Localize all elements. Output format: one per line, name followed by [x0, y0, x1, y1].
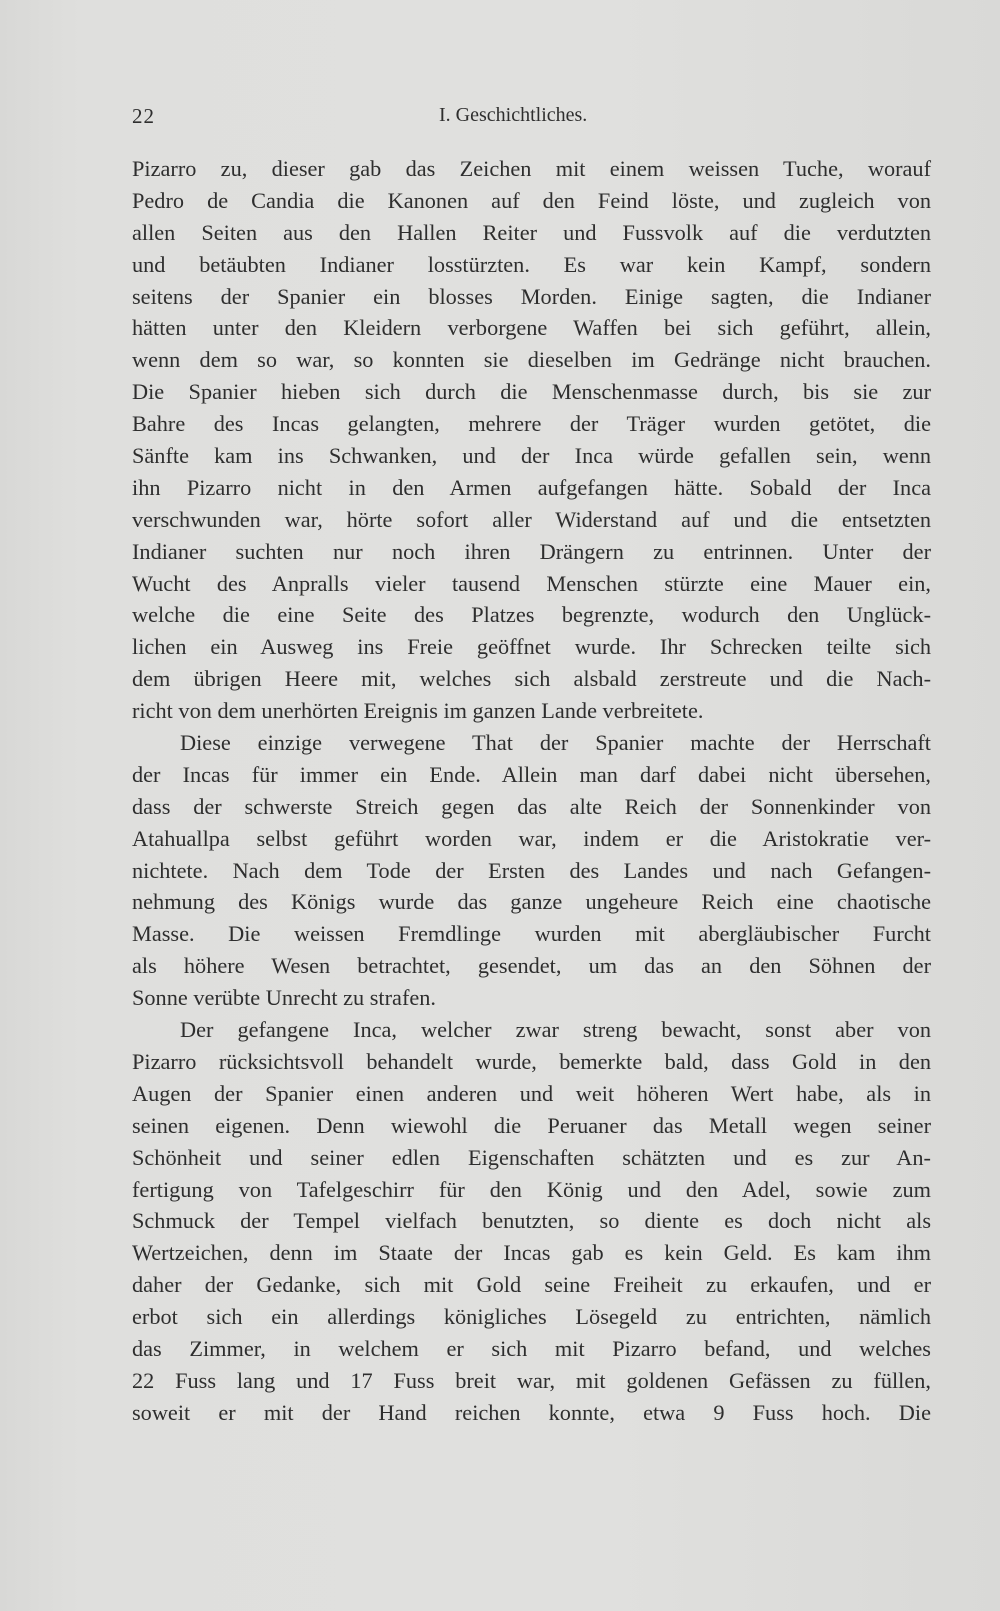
page-number: 22	[132, 104, 155, 128]
text-line: welche die eine Seite des Platzes begrenzte, wodurch den Unglück-	[132, 602, 931, 628]
text-line: Diese einzige verwegene That der Spanier machte der Herrschaft	[180, 730, 931, 756]
text-line: daher der Gedanke, sich mit Gold seine Freiheit zu erkaufen, und er	[132, 1272, 931, 1298]
text-line: Pedro de Candia die Kanonen auf den Feind löste, und zugleich von	[132, 187, 931, 213]
text-line: dem übrigen Heere mit, welches sich alsbald zerstreute und die Nach-	[132, 666, 931, 692]
text-line: Sonne verübte Unrecht zu strafen.	[132, 985, 436, 1011]
text-line: verschwunden war, hörte sofort aller Widerstand auf und die entsetzten	[132, 506, 931, 532]
text-line: Bahre des Incas gelangten, mehrere der Träger wurden getötet, die	[132, 411, 931, 437]
text-line: Pizarro zu, dieser gab das Zeichen mit einem weissen Tuche, worauf	[132, 156, 931, 181]
text-line: seinen eigenen. Denn wiewohl die Peruaner das Metall wegen seiner	[132, 1112, 931, 1138]
text-line: Pizarro rücksichtsvoll behandelt wurde, bemerkte bald, dass Gold in den	[132, 1048, 931, 1074]
text-line: soweit er mit der Hand reichen konnte, etwa 9 Fuss hoch. Die	[132, 1399, 931, 1425]
text-line: Indianer suchten nur noch ihren Drängern zu entrinnen. Unter der	[132, 538, 931, 564]
text-line: wenn dem so war, so konnten sie dieselben im Gedränge nicht brauchen.	[132, 347, 931, 373]
paragraph	[132, 153, 931, 727]
text-line: der Incas für immer ein Ende. Allein man darf dabei nicht übersehen,	[132, 761, 931, 787]
text-line: lichen ein Ausweg ins Freie geöffnet wurde. Ihr Schrecken teilte sich	[132, 634, 931, 660]
text-line: Augen der Spanier einen anderen und weit höheren Wert habe, als in	[132, 1080, 931, 1106]
text-line: und betäubten Indianer losstürzten. Es war kein Kampf, sondern	[132, 251, 931, 277]
paragraph	[132, 727, 931, 1014]
text-line: Schmuck der Tempel vielfach benutzten, so diente es doch nicht als	[132, 1208, 931, 1234]
text-line: dass der schwerste Streich gegen das alte Reich der Sonnenkinder von	[132, 793, 931, 819]
text-line: erbot sich ein allerdings königliches Lösegeld zu entrichten, nämlich	[132, 1304, 931, 1330]
text-line: hätten unter den Kleidern verborgene Waffen bei sich geführt, allein,	[132, 315, 931, 341]
text-line: Masse. Die weissen Fremdlinge wurden mit abergläubischer Furcht	[132, 921, 931, 947]
body-text	[132, 153, 931, 1429]
text-line: Die Spanier hieben sich durch die Menschenmasse durch, bis sie zur	[132, 379, 931, 405]
page-header	[132, 104, 612, 134]
paragraph	[132, 1014, 931, 1429]
text-line: seitens der Spanier ein blosses Morden. Einige sagten, die Indianer	[132, 283, 931, 309]
text-line: 22 Fuss lang und 17 Fuss breit war, mit goldenen Gefässen zu füllen,	[132, 1367, 931, 1393]
text-line: als höhere Wesen betrachtet, gesendet, um das an den Söhnen der	[132, 953, 931, 979]
text-line: Schönheit und seiner edlen Eigenschaften schätzten und es zur An-	[132, 1144, 931, 1170]
text-line: Wertzeichen, denn im Staate der Incas gab es kein Geld. Es kam ihm	[132, 1240, 931, 1266]
text-line: ihn Pizarro nicht in den Armen aufgefangen hätte. Sobald der Inca	[132, 474, 931, 500]
text-line: richt von dem unerhörten Ereignis im ganzen Lande verbreitete.	[132, 698, 704, 724]
text-line: nichtete. Nach dem Tode der Ersten des Landes und nach Gefangen-	[132, 857, 931, 883]
text-line: das Zimmer, in welchem er sich mit Pizarro befand, und welches	[132, 1335, 931, 1361]
text-line: allen Seiten aus den Hallen Reiter und Fussvolk auf die verdutzten	[132, 219, 931, 245]
text-line: Wucht des Anpralls vieler tausend Menschen stürzte eine Mauer ein,	[132, 570, 931, 596]
text-line: Atahuallpa selbst geführt worden war, indem er die Aristokratie ver-	[132, 825, 931, 851]
text-line: Sänfte kam ins Schwanken, und der Inca würde gefallen sein, wenn	[132, 443, 931, 469]
text-line: Der gefangene Inca, welcher zwar streng bewacht, sonst aber von	[180, 1017, 931, 1043]
running-head: I. Geschichtliches.	[439, 104, 588, 126]
text-line: fertigung von Tafelgeschirr für den König und den Adel, sowie zum	[132, 1176, 931, 1202]
text-line: nehmung des Königs wurde das ganze ungeheure Reich eine chaotische	[132, 889, 931, 915]
